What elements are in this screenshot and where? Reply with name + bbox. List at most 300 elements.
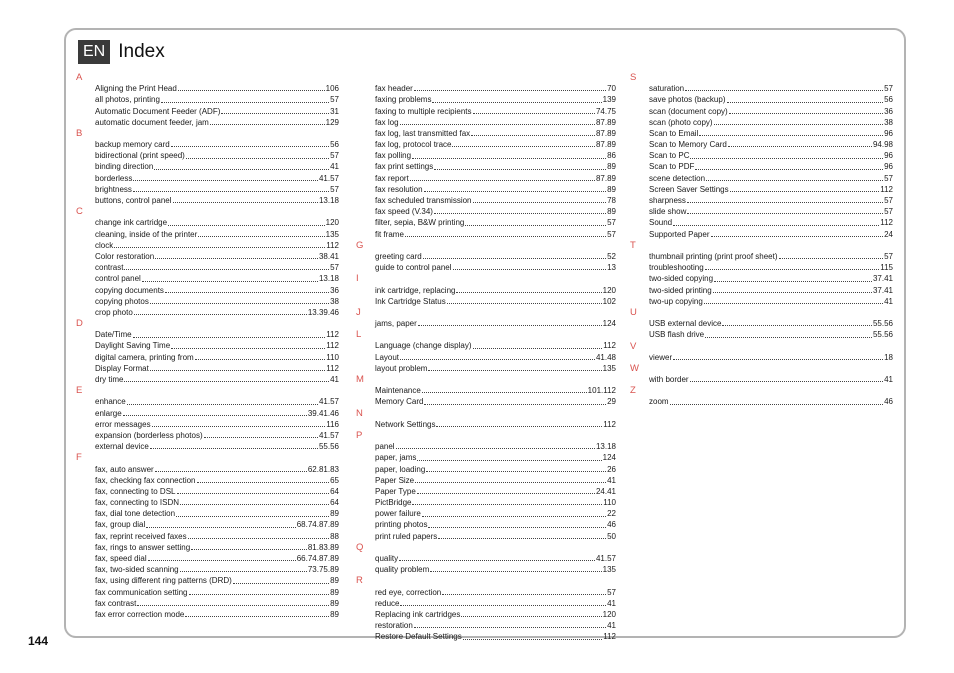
index-page-ref: 57	[330, 263, 339, 273]
index-term: fax, auto answer	[95, 464, 154, 474]
dot-leader	[400, 605, 606, 606]
index-letter: W	[630, 362, 639, 374]
index-letter: L	[356, 329, 362, 341]
index-entry	[375, 217, 616, 228]
index-entry	[649, 374, 893, 385]
index-page-ref: 37.41	[872, 285, 893, 295]
dot-leader	[176, 516, 329, 517]
dot-leader	[713, 292, 872, 293]
index-group	[356, 374, 616, 408]
dot-leader	[195, 359, 326, 360]
dot-leader	[447, 303, 602, 304]
dot-leader	[152, 426, 326, 427]
index-entry	[95, 396, 339, 407]
index-group	[76, 206, 339, 318]
index-entry	[95, 587, 339, 598]
index-entry	[375, 531, 616, 542]
index-page-ref: 139	[602, 95, 616, 105]
index-group	[76, 385, 339, 452]
index-page-ref: 22	[607, 509, 616, 519]
dot-leader	[699, 135, 883, 136]
index-page-ref: 41	[884, 296, 893, 306]
index-entry	[649, 150, 893, 161]
index-page-ref: 96	[884, 128, 893, 138]
index-entry	[649, 217, 893, 228]
dot-leader	[399, 560, 595, 561]
index-page-ref: 64	[330, 498, 339, 508]
dot-leader	[430, 571, 601, 572]
index-page-ref: 50	[607, 531, 616, 541]
dot-leader	[124, 381, 329, 382]
index-entry	[95, 83, 339, 94]
index-page-ref: 24.41	[595, 486, 616, 496]
index-page-ref: 41.57	[318, 173, 339, 183]
index-page-ref: 41	[884, 375, 893, 385]
index-page-ref: 70	[607, 84, 616, 94]
index-term: Memory Card	[375, 397, 424, 407]
index-term: Paper Size	[375, 475, 415, 485]
index-entry	[95, 352, 339, 363]
index-page-ref: 89	[330, 576, 339, 586]
index-term: paper, jams	[375, 453, 417, 463]
index-entry	[95, 262, 339, 273]
index-term: fax, two-sided scanning	[95, 565, 179, 575]
index-page-ref: 31	[330, 106, 339, 116]
dot-leader	[400, 124, 595, 125]
index-term: borderless	[95, 173, 133, 183]
index-term: Ink Cartridge Status	[375, 296, 446, 306]
index-entry	[649, 329, 893, 340]
index-page-ref: 64	[330, 486, 339, 496]
index-page-ref: 57	[330, 184, 339, 194]
dot-leader	[134, 314, 307, 315]
index-term: backup memory card	[95, 140, 170, 150]
index-page-ref: 18	[884, 352, 893, 362]
index-entry	[649, 285, 893, 296]
index-term: fax resolution	[375, 184, 423, 194]
index-term: clock	[95, 240, 114, 250]
index-group	[76, 318, 339, 385]
index-entry	[95, 542, 339, 553]
index-term: fax, dial tone detection	[95, 509, 176, 519]
index-entry	[649, 229, 893, 240]
index-page-ref: 55.56	[872, 319, 893, 329]
dot-leader	[706, 180, 883, 181]
dot-leader	[189, 594, 330, 595]
dot-leader	[168, 225, 325, 226]
index-entry	[95, 251, 339, 262]
index-page-ref: 13.39.46	[307, 307, 339, 317]
dot-leader	[186, 158, 329, 159]
index-page-ref: 65	[330, 475, 339, 485]
index-entry	[375, 341, 616, 352]
index-term: Language (change display)	[375, 341, 472, 351]
index-page-ref: 87.89	[595, 128, 616, 138]
index-letter: N	[356, 407, 363, 419]
index-entry	[375, 206, 616, 217]
index-page-ref: 124	[602, 319, 616, 329]
index-page-ref: 46	[884, 397, 893, 407]
index-letter: B	[76, 127, 83, 139]
index-group	[356, 575, 616, 642]
dot-leader	[687, 202, 883, 203]
index-term: Replacing ink cartridges	[375, 609, 461, 619]
dot-leader	[148, 560, 296, 561]
index-group	[356, 72, 616, 240]
index-page-ref: 112	[603, 341, 616, 351]
index-entry	[375, 94, 616, 105]
index-term: scene detection	[649, 173, 706, 183]
index-page-ref: 112	[326, 341, 339, 351]
dot-leader	[722, 325, 871, 326]
index-page-ref: 112	[326, 330, 339, 340]
index-page-ref: 124	[602, 453, 616, 463]
index-entry	[95, 520, 339, 531]
index-page-ref: 41.57	[595, 554, 616, 564]
index-entry	[95, 162, 339, 173]
dot-leader	[473, 348, 603, 349]
index-page-ref: 57	[884, 84, 893, 94]
index-page-ref: 74.75	[595, 106, 616, 116]
index-entry	[649, 352, 893, 363]
index-letter: Q	[356, 541, 364, 553]
index-page-ref: 94.98	[872, 140, 893, 150]
index-page-ref: 89	[330, 509, 339, 519]
index-entry	[375, 139, 616, 150]
index-page-ref: 112	[326, 363, 339, 373]
index-entry	[375, 464, 616, 475]
index-group	[356, 240, 616, 274]
index-letter: R	[356, 575, 363, 587]
index-entry	[375, 318, 616, 329]
index-term: two-up copying	[649, 296, 703, 306]
index-group	[76, 452, 339, 620]
dot-leader	[424, 404, 606, 405]
index-page-ref: 96	[884, 162, 893, 172]
index-term: guide to control panel	[375, 263, 452, 273]
index-column-3	[630, 72, 893, 408]
index-page-ref: 89	[607, 207, 616, 217]
index-page-ref: 56	[330, 140, 339, 150]
index-term: Scan to Email	[649, 128, 699, 138]
index-term: fax communication setting	[95, 587, 188, 597]
index-term: faxing to multiple recipients	[375, 106, 472, 116]
dot-leader	[434, 169, 606, 170]
index-term: quality	[375, 554, 399, 564]
index-page-ref: 38	[884, 117, 893, 127]
index-page-ref: 81.83.89	[307, 542, 339, 552]
index-page-ref: 57	[884, 173, 893, 183]
dot-leader	[154, 169, 329, 170]
index-entry	[375, 520, 616, 531]
index-group	[630, 363, 893, 385]
index-term: all photos, printing	[95, 95, 160, 105]
index-letter: G	[356, 239, 364, 251]
dot-leader	[165, 292, 329, 293]
index-entry	[95, 307, 339, 318]
index-term: Paper Type	[375, 486, 416, 496]
dot-leader	[180, 571, 307, 572]
index-letter: E	[76, 385, 83, 397]
index-term: buttons, control panel	[95, 196, 172, 206]
dot-leader	[133, 180, 318, 181]
index-entry	[375, 452, 616, 463]
dot-leader	[150, 448, 318, 449]
index-page-ref: 41.57	[318, 397, 339, 407]
dot-leader	[461, 616, 601, 617]
index-entry	[95, 195, 339, 206]
index-group	[630, 385, 893, 407]
index-page-ref: 110	[603, 498, 616, 508]
dot-leader	[412, 504, 602, 505]
index-page-ref: 57	[607, 218, 616, 228]
index-entry	[375, 106, 616, 117]
index-page-ref: 89	[330, 609, 339, 619]
index-entry	[95, 609, 339, 620]
index-term: enlarge	[95, 408, 122, 418]
index-column-2	[356, 72, 616, 643]
index-entry	[375, 251, 616, 262]
index-entry	[649, 173, 893, 184]
index-entry	[375, 285, 616, 296]
dot-leader	[414, 627, 606, 628]
index-term: Daylight Saving Time	[95, 341, 171, 351]
index-entry	[95, 150, 339, 161]
index-letter: I	[356, 273, 359, 285]
index-page-ref: 57	[330, 95, 339, 105]
index-page-ref: 55.56	[872, 330, 893, 340]
index-page-ref: 87.89	[595, 140, 616, 150]
index-entry	[375, 396, 616, 407]
index-page-ref: 89	[607, 162, 616, 172]
index-term: save photos (backup)	[649, 95, 726, 105]
index-page-ref: 112	[326, 240, 339, 250]
index-page-ref: 112	[880, 184, 893, 194]
index-page-ref: 87.89	[595, 173, 616, 183]
index-page-ref: 38	[330, 296, 339, 306]
index-term: viewer	[649, 352, 673, 362]
index-page-ref: 135	[602, 363, 616, 373]
index-entry	[649, 83, 893, 94]
dot-leader	[405, 236, 606, 237]
dot-leader	[428, 527, 606, 528]
index-term: PictBridge	[375, 498, 412, 508]
dot-leader	[442, 594, 606, 595]
index-letter: C	[76, 206, 83, 218]
index-term: fax speed (V.34)	[375, 207, 433, 217]
index-entry	[649, 251, 893, 262]
index-term: Scan to PDF	[649, 162, 695, 172]
index-term: copying documents	[95, 285, 164, 295]
index-group	[630, 240, 893, 307]
index-entry	[95, 296, 339, 307]
index-letter: V	[630, 340, 637, 352]
dot-leader	[210, 124, 325, 125]
index-entry	[375, 508, 616, 519]
dot-leader	[412, 158, 606, 159]
dot-leader	[463, 639, 603, 640]
index-entry	[649, 128, 893, 139]
dot-leader	[424, 191, 607, 192]
index-entry	[375, 419, 616, 430]
index-page-ref: 57	[884, 196, 893, 206]
dot-leader	[704, 303, 883, 304]
index-page-ref: 68.74.87.89	[296, 520, 339, 530]
index-entry	[95, 285, 339, 296]
dot-leader	[133, 337, 326, 338]
index-entry	[95, 497, 339, 508]
index-letter: S	[630, 72, 637, 83]
index-entry	[95, 363, 339, 374]
dot-leader	[191, 549, 307, 550]
dot-leader	[673, 359, 883, 360]
index-page-ref: 57	[884, 251, 893, 261]
index-term: error messages	[95, 419, 151, 429]
index-term: copying photos	[95, 296, 149, 306]
index-entry	[375, 620, 616, 631]
index-page-ref: 135	[325, 229, 339, 239]
index-entry	[375, 262, 616, 273]
index-letter: U	[630, 306, 637, 318]
index-term: Network Settings	[375, 419, 436, 429]
index-term: binding direction	[95, 162, 154, 172]
dot-leader	[428, 370, 601, 371]
index-entry	[375, 352, 616, 363]
index-term: jams, paper	[375, 319, 417, 329]
index-group	[76, 128, 339, 206]
index-page-ref: 13	[607, 263, 616, 273]
dot-leader	[155, 471, 307, 472]
index-entry	[649, 296, 893, 307]
index-group	[356, 542, 616, 576]
index-term: fax contrast	[95, 598, 137, 608]
dot-leader	[434, 213, 606, 214]
index-entry	[649, 184, 893, 195]
index-entry	[649, 106, 893, 117]
index-term: slide show	[649, 207, 687, 217]
index-term: fax, using different ring patterns (DRD)	[95, 576, 232, 586]
index-entry	[649, 206, 893, 217]
index-term: quality problem	[375, 565, 430, 575]
index-term: fax, connecting to DSL	[95, 486, 176, 496]
dot-leader	[173, 202, 318, 203]
index-page-ref: 41	[607, 621, 616, 631]
index-letter: Z	[630, 385, 636, 397]
dot-leader	[418, 325, 602, 326]
index-page-ref: 78	[607, 196, 616, 206]
index-page-ref: 24	[884, 229, 893, 239]
index-page-ref: 89	[330, 598, 339, 608]
index-entry	[375, 587, 616, 598]
index-group	[356, 408, 616, 430]
index-letter: T	[630, 239, 636, 251]
index-page-ref: 57	[884, 207, 893, 217]
index-term: printing photos	[375, 520, 428, 530]
index-entry	[375, 128, 616, 139]
dot-leader	[177, 493, 330, 494]
dot-leader	[178, 90, 325, 91]
index-term: fax polling	[375, 151, 412, 161]
index-term: fax, checking fax connection	[95, 475, 196, 485]
index-term: two-sided printing	[649, 285, 712, 295]
index-entry	[375, 598, 616, 609]
index-term: scan (document copy)	[649, 106, 728, 116]
index-term: external device	[95, 442, 149, 452]
dot-leader	[171, 348, 325, 349]
index-term: fax, reprint received faxes	[95, 531, 187, 541]
index-term: with border	[649, 375, 689, 385]
index-page-ref: 13.18	[318, 196, 339, 206]
index-term: digital camera, printing from	[95, 352, 194, 362]
index-term: contrast	[95, 263, 124, 273]
index-term: Scan to PC	[649, 151, 690, 161]
dot-leader	[150, 370, 325, 371]
dot-leader	[426, 471, 606, 472]
index-term: faxing problems	[375, 95, 432, 105]
index-term: fax log, last transmitted fax	[375, 128, 471, 138]
index-entry	[375, 553, 616, 564]
index-page-ref: 86	[607, 151, 616, 161]
index-entry	[95, 106, 339, 117]
index-page-ref: 57	[607, 587, 616, 597]
index-entry	[375, 150, 616, 161]
index-entry	[95, 531, 339, 542]
index-entry	[649, 117, 893, 128]
index-page-ref: 41	[330, 375, 339, 385]
index-entry	[95, 184, 339, 195]
index-term: fax, rings to answer setting	[95, 542, 191, 552]
index-page-ref: 115	[880, 263, 893, 273]
index-letter	[356, 72, 616, 83]
index-entry	[95, 508, 339, 519]
index-page-ref: 57	[607, 229, 616, 239]
index-term: fax header	[375, 84, 413, 94]
index-entry	[649, 162, 893, 173]
index-entry	[375, 173, 616, 184]
index-term: Screen Saver Settings	[649, 184, 729, 194]
dot-leader	[124, 269, 329, 270]
index-letter: P	[356, 430, 363, 441]
index-term: panel	[375, 442, 395, 452]
index-group	[356, 307, 616, 329]
dot-leader	[727, 102, 884, 103]
index-entry	[95, 229, 339, 240]
index-page-ref: 41.57	[318, 430, 339, 440]
dot-leader	[711, 236, 884, 237]
dot-leader	[410, 180, 595, 181]
dot-leader	[690, 158, 883, 159]
dot-leader	[150, 303, 329, 304]
dot-leader	[204, 437, 318, 438]
index-entry	[649, 262, 893, 273]
index-entry	[375, 486, 616, 497]
index-entry	[649, 318, 893, 329]
index-group	[356, 430, 616, 542]
dot-leader	[453, 269, 607, 270]
index-term: Date/Time	[95, 330, 132, 340]
index-entry	[95, 430, 339, 441]
index-term: scan (photo copy)	[649, 117, 713, 127]
index-term: filter, sepia, B&W printing	[375, 218, 465, 228]
index-term: fax, connecting to ISDN	[95, 498, 180, 508]
index-page-ref: 110	[326, 352, 339, 362]
index-group	[630, 341, 893, 363]
language-badge: EN	[78, 40, 110, 64]
index-entry	[375, 117, 616, 128]
index-entry	[649, 396, 893, 407]
index-entry	[95, 575, 339, 586]
index-term: enhance	[95, 397, 126, 407]
